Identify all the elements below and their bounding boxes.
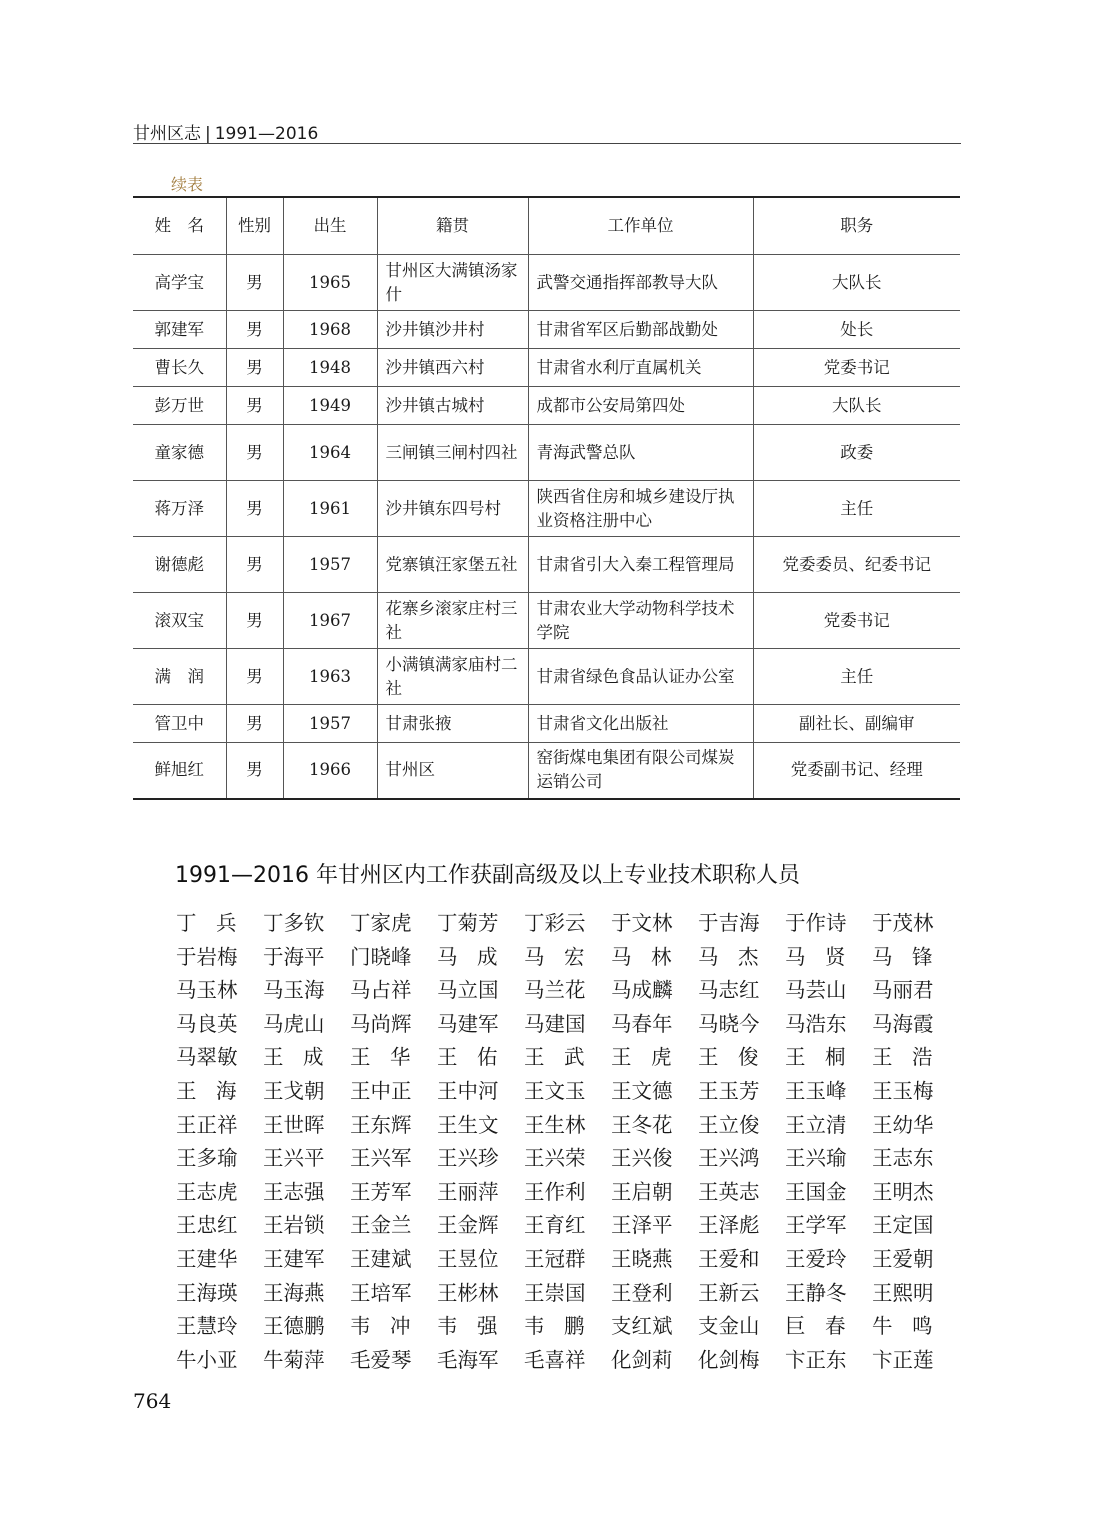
name-item: 马玉海	[263, 978, 325, 1003]
name-item: 牛小亚	[176, 1347, 238, 1372]
cell-post: 大队长	[753, 387, 960, 425]
name-item: 王金兰	[350, 1213, 412, 1238]
continuation-label: 续表	[171, 175, 204, 194]
cell-gender: 男	[226, 481, 283, 537]
name-item: 韦强	[437, 1314, 517, 1339]
name-item: 王文德	[611, 1078, 673, 1103]
name-item: 王兴军	[350, 1146, 412, 1171]
column-header-unit: 工作单位	[528, 197, 753, 255]
name-item: 丁兵	[176, 911, 256, 935]
name-item: 王立清	[785, 1112, 847, 1137]
name-item: 马林	[611, 944, 691, 969]
name-item: 王作利	[524, 1179, 586, 1204]
name-item: 王中正	[350, 1078, 412, 1103]
cell-unit: 甘肃省水利厅直属机关	[528, 349, 753, 387]
name-item: 马宏	[524, 944, 604, 969]
name-item: 马浩东	[785, 1011, 847, 1036]
name-item: 马兰花	[524, 978, 586, 1003]
cell-name: 童家德	[133, 425, 226, 481]
name-item: 王浩	[872, 1045, 952, 1070]
cell-origin: 甘州区大满镇汤家什	[377, 255, 528, 311]
name-item: 王兴鸿	[698, 1146, 760, 1171]
name-item: 马占祥	[350, 978, 412, 1003]
column-header-name: 姓 名	[133, 197, 226, 255]
name-item: 门晓峰	[350, 944, 412, 969]
header-years: 1991—2016	[214, 124, 319, 144]
cell-name: 彭万世	[133, 387, 226, 425]
cell-origin: 三闸镇三闸村四社	[377, 425, 528, 481]
cell-birth: 1966	[283, 743, 377, 799]
cell-gender: 男	[226, 349, 283, 387]
page-number: 764	[133, 1389, 172, 1413]
cell-name: 曹长久	[133, 349, 226, 387]
name-item: 王爱玲	[785, 1246, 847, 1271]
cell-name: 鲜旭红	[133, 743, 226, 799]
cell-origin: 沙井镇西六村	[377, 349, 528, 387]
name-item: 丁彩云	[524, 911, 586, 935]
header-rule	[133, 143, 961, 144]
name-item: 王桐	[785, 1045, 865, 1070]
name-item: 丁多钦	[263, 911, 325, 935]
name-item: 王中河	[437, 1078, 499, 1103]
name-item: 牛鸣	[872, 1314, 952, 1339]
name-item: 王育红	[524, 1213, 586, 1238]
cell-unit: 青海武警总队	[528, 425, 753, 481]
name-item: 牛菊萍	[263, 1347, 325, 1372]
name-item: 王玉梅	[872, 1078, 934, 1103]
cell-birth: 1965	[283, 255, 377, 311]
name-item: 王德鹏	[263, 1314, 325, 1339]
header-separator: |	[205, 124, 211, 144]
persons-table	[133, 196, 960, 800]
name-item: 王虎	[611, 1045, 691, 1070]
name-item: 王志强	[263, 1179, 325, 1204]
name-item: 化剑梅	[698, 1347, 760, 1372]
name-item: 马贤	[785, 944, 865, 969]
cell-post: 政委	[753, 425, 960, 481]
name-item: 王泽彪	[698, 1213, 760, 1238]
cell-unit: 成都市公安局第四处	[528, 387, 753, 425]
name-item: 王兴荣	[524, 1146, 586, 1171]
table-row	[133, 743, 960, 799]
name-item: 王爱朝	[872, 1246, 934, 1271]
name-item: 王晓燕	[611, 1246, 673, 1271]
name-item: 王兴俊	[611, 1146, 673, 1171]
column-header-gender: 性别	[226, 197, 283, 255]
name-item: 马虎山	[263, 1011, 325, 1036]
table-row	[133, 255, 960, 311]
cell-gender: 男	[226, 743, 283, 799]
name-item: 马建军	[437, 1011, 499, 1036]
name-item: 王崇国	[524, 1280, 586, 1305]
table-row	[133, 481, 960, 537]
name-item: 毛喜祥	[524, 1347, 586, 1372]
cell-origin: 党寨镇汪家堡五社	[377, 537, 528, 593]
name-item: 王建华	[176, 1246, 238, 1271]
name-item: 王冬花	[611, 1112, 673, 1137]
book-title: 甘州区志	[133, 124, 201, 144]
cell-birth: 1968	[283, 311, 377, 349]
cell-unit: 甘肃省军区后勤部战勤处	[528, 311, 753, 349]
name-item: 马尚辉	[350, 1011, 412, 1036]
name-item: 韦鹏	[524, 1314, 604, 1339]
cell-unit: 甘肃省引大入秦工程管理局	[528, 537, 753, 593]
name-item: 王建军	[263, 1246, 325, 1271]
name-item: 马玉林	[176, 978, 238, 1003]
name-item: 马翠敏	[176, 1045, 238, 1070]
name-item: 王岩锁	[263, 1213, 325, 1238]
table-row	[133, 311, 960, 349]
cell-birth: 1949	[283, 387, 377, 425]
name-item: 王华	[350, 1045, 430, 1070]
table-row	[133, 425, 960, 481]
names-grid	[176, 907, 956, 1377]
cell-name: 滚双宝	[133, 593, 226, 649]
name-item: 王新云	[698, 1280, 760, 1305]
name-item: 马海霞	[872, 1011, 934, 1036]
cell-post: 党委书记	[753, 349, 960, 387]
cell-name: 蒋万泽	[133, 481, 226, 537]
name-item: 王多瑜	[176, 1146, 238, 1171]
name-item: 王忠红	[176, 1213, 238, 1238]
name-item: 巨春	[785, 1314, 865, 1339]
cell-unit: 窑街煤电集团有限公司煤炭运销公司	[528, 743, 753, 799]
name-item: 王武	[524, 1045, 604, 1070]
cell-post: 党委委员、纪委书记	[753, 537, 960, 593]
cell-name: 谢德彪	[133, 537, 226, 593]
name-item: 王泽平	[611, 1213, 673, 1238]
cell-gender: 男	[226, 255, 283, 311]
name-item: 毛爱琴	[350, 1347, 412, 1372]
cell-gender: 男	[226, 593, 283, 649]
name-item: 王志东	[872, 1146, 934, 1171]
name-item: 于作诗	[785, 911, 847, 935]
table-row	[133, 705, 960, 743]
running-header	[133, 119, 961, 144]
name-item: 马晓今	[698, 1011, 760, 1036]
cell-birth: 1957	[283, 537, 377, 593]
name-item: 马锋	[872, 944, 952, 969]
cell-birth: 1967	[283, 593, 377, 649]
cell-birth: 1963	[283, 649, 377, 705]
name-item: 于吉海	[698, 911, 760, 935]
cell-origin: 甘州区	[377, 743, 528, 799]
name-item: 王兴瑜	[785, 1146, 847, 1171]
cell-post: 主任	[753, 481, 960, 537]
name-item: 王金辉	[437, 1213, 499, 1238]
column-header-post: 职务	[753, 197, 960, 255]
name-item: 王启朝	[611, 1179, 673, 1204]
name-item: 王培军	[350, 1280, 412, 1305]
cell-birth: 1948	[283, 349, 377, 387]
column-header-birth: 出生	[283, 197, 377, 255]
name-item: 王英志	[698, 1179, 760, 1204]
table-row	[133, 349, 960, 387]
name-item: 马建国	[524, 1011, 586, 1036]
name-item: 马春年	[611, 1011, 673, 1036]
name-item: 王静冬	[785, 1280, 847, 1305]
cell-birth: 1957	[283, 705, 377, 743]
name-item: 王俊	[698, 1045, 778, 1070]
name-item: 王成	[263, 1045, 343, 1070]
name-item: 王慧玲	[176, 1314, 238, 1339]
name-item: 马良英	[176, 1011, 238, 1036]
name-item: 王生文	[437, 1112, 499, 1137]
name-item: 王海	[176, 1078, 256, 1103]
name-item: 王生林	[524, 1112, 586, 1137]
cell-post: 处长	[753, 311, 960, 349]
name-item: 王海瑛	[176, 1280, 238, 1305]
cell-origin: 甘肃张掖	[377, 705, 528, 743]
name-item: 丁菊芳	[437, 911, 499, 935]
name-item: 王戈朝	[263, 1078, 325, 1103]
name-item: 王建斌	[350, 1246, 412, 1271]
cell-origin: 花寨乡滚家庄村三社	[377, 593, 528, 649]
name-item: 卞正莲	[872, 1347, 934, 1372]
name-item: 丁家虎	[350, 911, 412, 935]
name-item: 王玉峰	[785, 1078, 847, 1103]
name-item: 支金山	[698, 1314, 760, 1339]
name-item: 王兴平	[263, 1146, 325, 1171]
cell-unit: 甘肃农业大学动物科学技术学院	[528, 593, 753, 649]
cell-gender: 男	[226, 387, 283, 425]
cell-name: 郭建军	[133, 311, 226, 349]
name-item: 王文玉	[524, 1078, 586, 1103]
table-header-row	[133, 197, 960, 255]
name-item: 于茂林	[872, 911, 934, 935]
cell-gender: 男	[226, 311, 283, 349]
name-item: 马成	[437, 944, 517, 969]
table-row	[133, 387, 960, 425]
name-item: 王海燕	[263, 1280, 325, 1305]
name-item: 王志虎	[176, 1179, 238, 1204]
cell-post: 副社长、副编审	[753, 705, 960, 743]
name-item: 韦冲	[350, 1314, 430, 1339]
cell-name: 满 润	[133, 649, 226, 705]
name-item: 王学军	[785, 1213, 847, 1238]
name-item: 王东辉	[350, 1112, 412, 1137]
cell-gender: 男	[226, 537, 283, 593]
name-item: 王世晖	[263, 1112, 325, 1137]
name-item: 王佑	[437, 1045, 517, 1070]
cell-origin: 沙井镇古城村	[377, 387, 528, 425]
name-item: 王定国	[872, 1213, 934, 1238]
name-item: 马丽君	[872, 978, 934, 1003]
cell-gender: 男	[226, 705, 283, 743]
table-row	[133, 537, 960, 593]
name-item: 于文林	[611, 911, 673, 935]
cell-gender: 男	[226, 649, 283, 705]
cell-post: 党委书记	[753, 593, 960, 649]
name-item: 于海平	[263, 944, 325, 969]
cell-origin: 沙井镇沙井村	[377, 311, 528, 349]
cell-origin: 小满镇满家庙村二社	[377, 649, 528, 705]
name-item: 王兴珍	[437, 1146, 499, 1171]
cell-unit: 陕西省住房和城乡建设厅执业资格注册中心	[528, 481, 753, 537]
cell-birth: 1961	[283, 481, 377, 537]
name-item: 于岩梅	[176, 944, 238, 969]
table-row	[133, 649, 960, 705]
name-item: 马成麟	[611, 978, 673, 1003]
name-item: 王幼华	[872, 1112, 934, 1137]
cell-unit: 甘肃省文化出版社	[528, 705, 753, 743]
name-item: 毛海军	[437, 1347, 499, 1372]
name-item: 王芳军	[350, 1179, 412, 1204]
table-row	[133, 593, 960, 649]
cell-birth: 1964	[283, 425, 377, 481]
name-item: 化剑莉	[611, 1347, 673, 1372]
name-item: 王昱位	[437, 1246, 499, 1271]
name-item: 王立俊	[698, 1112, 760, 1137]
name-item: 王彬林	[437, 1280, 499, 1305]
cell-post: 党委副书记、经理	[753, 743, 960, 799]
name-item: 马志红	[698, 978, 760, 1003]
column-header-origin: 籍贯	[377, 197, 528, 255]
cell-unit: 武警交通指挥部教导大队	[528, 255, 753, 311]
cell-name: 高学宝	[133, 255, 226, 311]
cell-post: 主任	[753, 649, 960, 705]
name-item: 王爱和	[698, 1246, 760, 1271]
cell-unit: 甘肃省绿色食品认证办公室	[528, 649, 753, 705]
name-item: 王熙明	[872, 1280, 934, 1305]
name-item: 马杰	[698, 944, 778, 969]
name-item: 王国金	[785, 1179, 847, 1204]
name-item: 卞正东	[785, 1347, 847, 1372]
cell-origin: 沙井镇东四号村	[377, 481, 528, 537]
section-title: 1991—2016 年甘州区内工作获副高级及以上专业技术职称人员	[175, 863, 800, 888]
name-item: 支红斌	[611, 1314, 673, 1339]
cell-post: 大队长	[753, 255, 960, 311]
name-item: 王明杰	[872, 1179, 934, 1204]
name-item: 王玉芳	[698, 1078, 760, 1103]
name-item: 王登利	[611, 1280, 673, 1305]
name-item: 王冠群	[524, 1246, 586, 1271]
name-item: 王正祥	[176, 1112, 238, 1137]
cell-gender: 男	[226, 425, 283, 481]
name-item: 马芸山	[785, 978, 847, 1003]
name-item: 王丽萍	[437, 1179, 499, 1204]
name-item: 马立国	[437, 978, 499, 1003]
cell-name: 管卫中	[133, 705, 226, 743]
